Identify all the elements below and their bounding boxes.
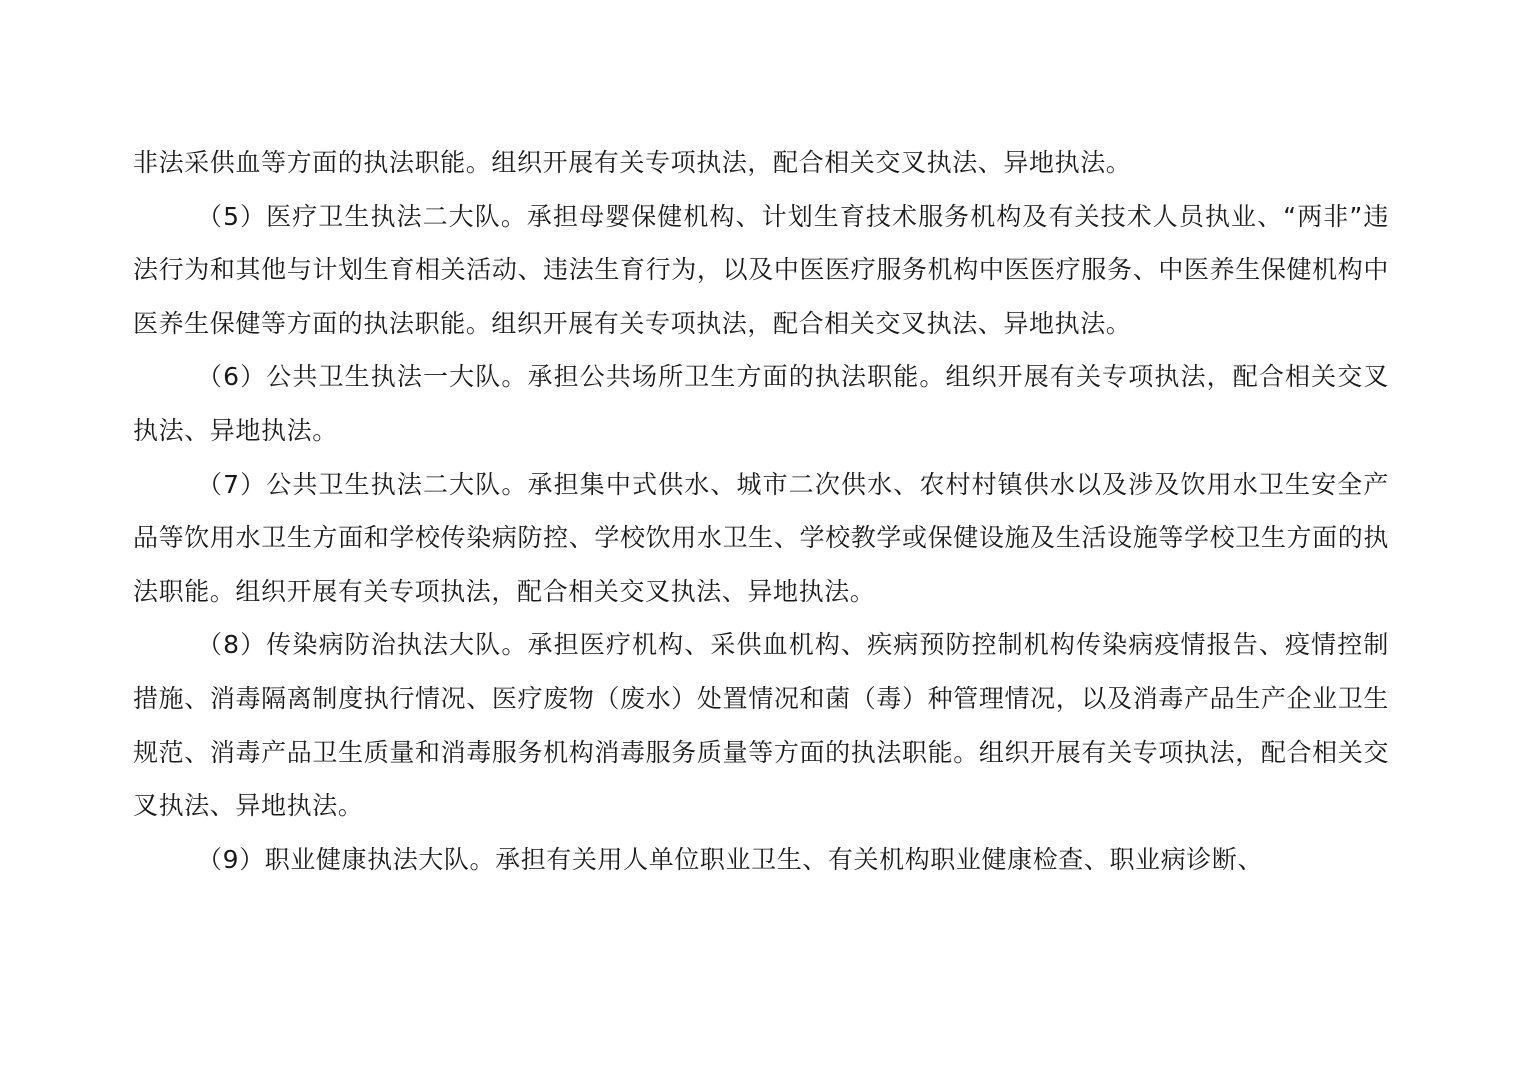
paragraph-item-9: （9）职业健康执法大队。承担有关用人单位职业卫生、有关机构职业健康检查、职业病诊断、 [197,844,1264,874]
paragraph-item-6: （6）公共卫生执法一大队。承担公共场所卫生方面的执法职能。组织开展有关专项执法，配合相关交叉执法、异地执法。 [133,362,1389,445]
paragraph-item-8: （8）传染病防治执法大队。承担医疗机构、采供血机构、疾病预防控制机构传染病疫情报告、疫情控制措施、消毒隔离制度执行情况、医疗废物（废水）处置情况和菌（毒）种管理情况，以及消毒产品生产企业卫生规范、消毒产品卫生质量和消毒服务机构消毒服务质量等方面的执法职能。组织开展有关专项执法，配合相关交叉执法、异地执法。 [133,630,1389,821]
paragraph-continuation: 非法采供血等方面的执法职能。组织开展有关专项执法，配合相关交叉执法、异地执法。 [133,148,1132,177]
document-body [133,136,1389,886]
paragraph-item-7: （7）公共卫生执法二大队。承担集中式供水、城市二次供水、农村村镇供水以及涉及饮用水卫生安全产品等饮用水卫生方面和学校传染病防控、学校饮用水卫生、学校教学或保健设施及生活设施等学校卫生方面的执法职能。组织开展有关专项执法，配合相关交叉执法、异地执法。 [133,469,1389,606]
paragraph-item-5: （5）医疗卫生执法二大队。承担母婴保健机构、计划生育技术服务机构及有关技术人员执业、“两非”违法行为和其他与计划生育相关活动、违法生育行为，以及中医医疗服务机构中医医疗服务、中医养生保健机构中医养生保健等方面的执法职能。组织开展有关专项执法，配合相关交叉执法、异地执法。 [133,201,1389,338]
